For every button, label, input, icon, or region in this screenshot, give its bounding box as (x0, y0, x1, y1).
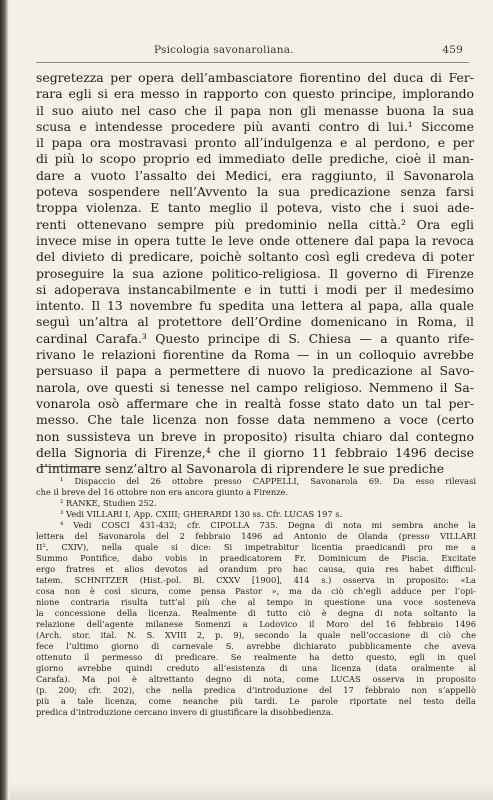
text-line: il suo aiuto nel caso che il papa non gli menasse buona la sua (36, 102, 474, 118)
text-line: narola, ove questi si tenesse nel campo religioso. Nemmeno il Sa- (36, 379, 474, 395)
footnote-line: ⁴ Vedi COSCI 431-432; cfr. CIPOLLA 735. Degna di nota mi sembra anche la (60, 520, 476, 530)
footnote-line: II², CXIV), nella quale si dice: Si impetrabitur licentia praedicandi pro me a (36, 542, 476, 552)
footnote-line: ottenuto il permesso di predicare. Se realmente ha detto questo, egli in quel (36, 652, 476, 662)
text-line: intento. Il 13 novembre fu spedita una lettera al papa, alla quale (36, 298, 474, 314)
footnote-line: ergo fratres et alios devotos ad orandum pro hac causa, quia res habet difficul- (36, 564, 476, 574)
text-line: d’intimare senz’altro al Savonarola di riprendere le sue prediche (36, 461, 445, 477)
footnote-line: Carafa). Ma poi è altrettanto degno di nota, come LUCAS osserva in proposito (36, 674, 476, 684)
text-line: dare a vuoto l’assalto dei Medici, era raggiunto, il Savonarola (36, 167, 474, 183)
page-number: 459 (442, 44, 463, 56)
footnote-line: Summo Pontifice, dabo vobis in praedicatorem Fr. Dominicum de Piscia. Excitate (36, 553, 476, 563)
text-line: non sussisteva un breve in proposito) risulta chiaro dal contegno (36, 428, 474, 444)
text-line: segretezza per opera dell’ambasciatore fiorentino del duca di Fer- (36, 70, 474, 85)
footnote-line: tatem. SCHNITZER (Hist.-pol. Bl. CXXV [1900], 414 s.) osserva in proposito: «La (36, 575, 476, 585)
header-rule (36, 62, 469, 63)
footnote-line: relazione dell’agente milanese Somenzi a Lodovico il Moro del 16 febbraio 1496 (36, 619, 476, 629)
footnote-line: fece l’ultimo giorno di carnevale S. avrebbe dichiarato pubblicamente che aveva (36, 641, 476, 651)
footnote-line: la concessione della licenza. Realmente di tutto ciò è degna di nota soltanto la (36, 608, 476, 618)
text-line: seguì un’altra al protettore dell’Ordine domenicano in Roma, il (36, 314, 474, 330)
footnote-line: predica d’introduzione cercano invero di giustificare la disobbedienza. (36, 707, 334, 717)
book-page (10, 0, 493, 800)
footnote-line: (p. 200; cfr. 202), che nella predica d’introduzione del 17 febbraio non s’appellò (36, 685, 476, 695)
footnote-line: ² RANKE, Studien 252. (60, 498, 157, 508)
text-line: del divieto di predicare, poichè soltanto così egli credeva di poter (36, 249, 474, 265)
scan-bottom-shadow (10, 782, 493, 800)
text-line: troppa violenza. E tanto meglio il poteva, visto che i suoi ade- (36, 200, 474, 216)
text-line: persuaso il papa a permettere di nuovo la predicazione al Savo- (36, 363, 474, 379)
footnote-line: (Arch. stor. ital. N. S. XVIII 2, p. 9), secondo la quale nell’occasione di ciò che (36, 630, 476, 640)
footnote-line: cosa non è così sicura, come pensa Pastor », ma da ciò ch’egli adduce per l’opi- (36, 586, 476, 596)
footnote-line: lettera del Savonarola del 2 febbraio 1496 ad Antonio de Olanda (presso VILLARI (36, 531, 476, 541)
text-line: renti ottenevano sempre più predominio nella città.² Ora egli (36, 216, 474, 232)
text-line: si adoperava instancabilmente e in tutti i modi per il medesimo (36, 281, 474, 297)
scan-binding-edge (0, 0, 8, 800)
footnote-line: più a tale licenza, come neanche più tardi. Le parole riportate nel testo della (36, 696, 476, 706)
text-line: proseguire la sua azione politico-religiosa. Il governo di Firenze (36, 265, 474, 281)
footnote-line: ¹ Dispaccio del 26 ottobre presso CAPPELLI, Savonarola 69. Da esso rilevasi (60, 476, 476, 486)
text-line: cardinal Carafa.³ Questo principe di S. Chiesa — a quanto rife- (36, 330, 474, 346)
main-text (36, 70, 474, 477)
footnote-line: che il breve del 16 ottobre non era ancora giunto a Firenze. (36, 487, 289, 497)
text-line: rara egli si era messo in rapporto con questo principe, implorando (36, 86, 474, 102)
text-line: vonarola osò affermare che in realtà fosse stato dato un tal per- (36, 395, 474, 411)
footnotes (36, 476, 476, 718)
text-line: scusa e intendesse procedere più avanti contro di lui.¹ Siccome (36, 118, 474, 134)
text-line: poteva sospendere nell’Avvento la sua predicazione senza farsi (36, 184, 474, 200)
text-line: messo. Che tale licenza non fosse data nemmeno a voce (certo (36, 412, 474, 428)
footnote-line: nione contraria risulta tutt’al più che al tempo in questione una voce sosteneva (36, 597, 476, 607)
running-title: Psicologia savonaroliana. (154, 44, 294, 56)
footnote-line: ³ Vedi VILLARI I, App. CXIII; GHERARDI 130 ss. Cfr. LUCAS 197 s. (60, 509, 343, 519)
footnote-line: giorno avrebbe quindi creduto all’esistenza di una licenza (data oralmente al (36, 663, 476, 673)
text-line: invece mise in opera tutte le leve onde ottenere dal papa la revoca (36, 232, 474, 248)
footnote-separator (40, 466, 100, 467)
text-line: il papa ora mostravasi pronto all’indulgenza e al perdono, e per (36, 135, 474, 151)
text-line: della Signoria di Firenze,⁴ che il giorno 11 febbraio 1496 decise (36, 444, 474, 460)
text-line: di più lo scopo proprio ed immediato delle prediche, cioè il man- (36, 151, 474, 167)
text-line: rivano le relazioni fiorentine da Roma — in un colloquio avrebbe (36, 347, 474, 363)
